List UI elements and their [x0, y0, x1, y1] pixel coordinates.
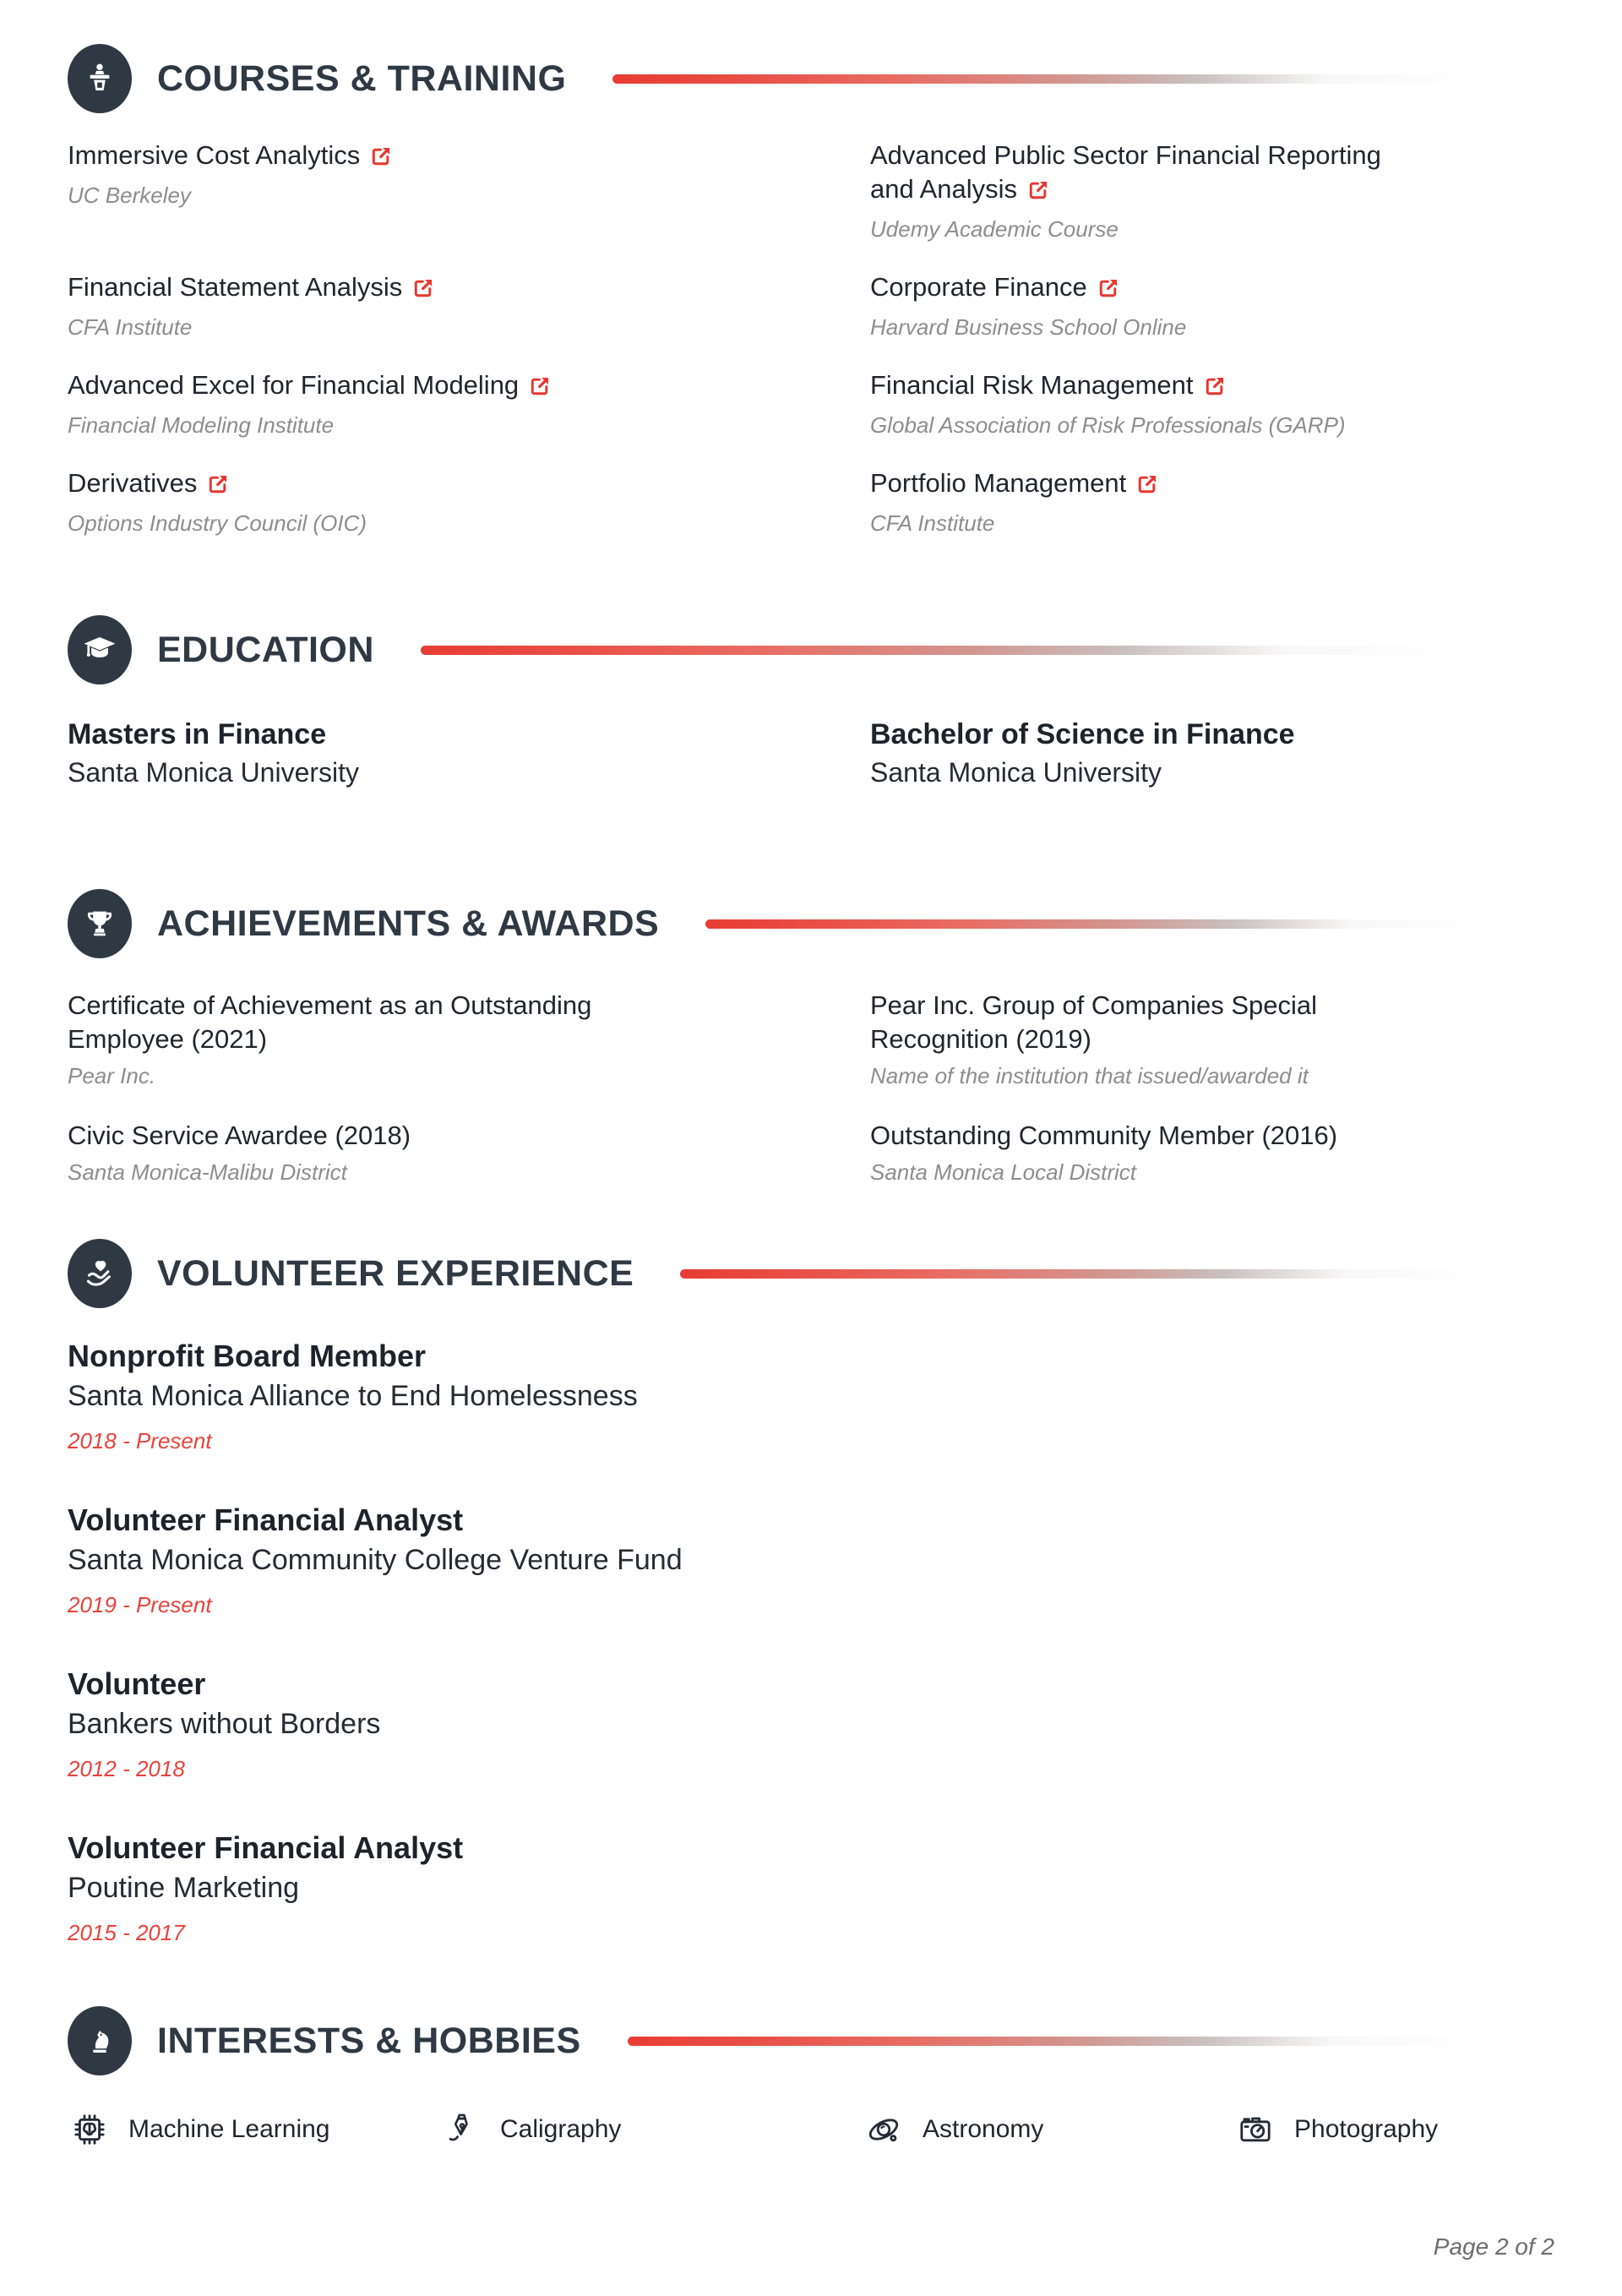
course-title — [870, 466, 1419, 504]
volunteer-organization: Bankers without Borders — [68, 1708, 381, 1740]
volunteer-header — [68, 1239, 1554, 1308]
hobby-label: Caligraphy — [500, 2115, 622, 2143]
external-link-icon[interactable] — [529, 372, 552, 406]
volunteer-organization: Santa Monica Community College Venture Fund — [68, 1544, 683, 1576]
course-institution: Financial Modeling Institute — [68, 412, 335, 438]
course-item — [870, 270, 1419, 341]
course-title — [870, 270, 1419, 308]
volunteer-title: VOLUNTEER EXPERIENCE — [157, 1252, 634, 1294]
achievement-issuer: Name of the institution that issued/awarded it — [870, 1063, 1309, 1088]
degree-name: Bachelor of Science in Finance — [870, 718, 1295, 750]
courses-title: COURSES & TRAINING — [157, 57, 567, 99]
hand-heart-icon — [68, 1239, 132, 1308]
external-link-icon[interactable] — [207, 470, 230, 504]
volunteer-rule — [680, 1269, 1554, 1279]
volunteer-role: Volunteer Financial Analyst — [68, 1830, 464, 1865]
course-title — [870, 368, 1419, 406]
course-name: Financial Risk Management — [870, 370, 1194, 400]
course-institution: CFA Institute — [68, 314, 193, 340]
course-title — [68, 368, 617, 406]
course-institution: CFA Institute — [870, 510, 995, 536]
hobby-item — [862, 2109, 1233, 2150]
interests-rule — [628, 2037, 1554, 2046]
school-name: Santa Monica University — [870, 757, 1162, 788]
course-name: Immersive Cost Analytics — [68, 140, 361, 170]
section-courses — [68, 44, 1554, 537]
hobbies-row — [68, 2109, 1554, 2150]
courses-header — [68, 44, 1554, 113]
course-item — [870, 368, 1419, 439]
external-link-icon[interactable] — [1097, 274, 1120, 308]
courses-rule — [612, 74, 1554, 84]
education-rule — [421, 646, 1554, 655]
interests-header — [68, 2006, 1554, 2075]
chess-knight-icon — [68, 2006, 132, 2075]
hobby-item — [1233, 2109, 1554, 2150]
volunteer-list — [68, 1337, 1554, 1945]
course-name: Financial Statement Analysis — [68, 272, 403, 302]
volunteer-role: Volunteer Financial Analyst — [68, 1502, 464, 1537]
volunteer-dates: 2015 - 2017 — [68, 1920, 185, 1945]
course-institution: Harvard Business School Online — [870, 314, 1187, 340]
course-item — [68, 270, 617, 341]
achievement-item — [870, 989, 1419, 1090]
course-title — [68, 139, 617, 176]
course-institution: Global Association of Risk Professionals (GARP) — [870, 412, 1346, 438]
achievement-item — [68, 989, 617, 1090]
achievements-header — [68, 889, 1554, 958]
course-name: Advanced Excel for Financial Modeling — [68, 370, 520, 400]
course-name: Corporate Finance — [870, 272, 1087, 302]
course-item — [68, 368, 617, 439]
achievements-title: ACHIEVEMENTS & AWARDS — [157, 903, 660, 944]
external-link-icon[interactable] — [1136, 470, 1159, 504]
volunteer-organization: Santa Monica Alliance to End Homelessness — [68, 1380, 638, 1412]
section-education — [68, 615, 1554, 789]
education-title: EDUCATION — [157, 629, 374, 670]
trophy-icon — [68, 889, 132, 958]
course-name: Portfolio Management — [870, 468, 1127, 498]
external-link-icon[interactable] — [1027, 176, 1050, 210]
education-header — [68, 615, 1554, 684]
section-volunteer — [68, 1239, 1554, 1945]
volunteer-item — [68, 1501, 1554, 1617]
achievement-item — [870, 1119, 1419, 1186]
graduation-cap-icon — [68, 615, 132, 684]
achievement-name: Certificate of Achievement as an Outstanding Employee (2021) — [68, 990, 592, 1054]
course-name: Derivatives — [68, 468, 198, 498]
course-institution: Options Industry Council (OIC) — [68, 510, 367, 536]
external-link-icon[interactable] — [1204, 372, 1227, 406]
interests-title: INTERESTS & HOBBIES — [157, 2020, 581, 2061]
courses-grid — [68, 139, 1554, 537]
section-achievements — [68, 889, 1554, 1186]
school-name: Santa Monica University — [68, 757, 360, 788]
volunteer-item — [68, 1829, 1554, 1945]
pen-nib-icon — [439, 2111, 483, 2149]
course-item — [870, 139, 1419, 243]
volunteer-dates: 2018 - Present — [68, 1428, 212, 1453]
education-grid — [68, 717, 1554, 789]
course-title — [68, 270, 617, 308]
education-item — [68, 717, 617, 789]
hobby-label: Photography — [1294, 2115, 1439, 2143]
volunteer-organization: Poutine Marketing — [68, 1872, 300, 1904]
volunteer-item — [68, 1337, 1554, 1453]
volunteer-dates: 2019 - Present — [68, 1592, 212, 1617]
volunteer-item — [68, 1665, 1554, 1781]
course-item — [870, 466, 1419, 537]
achievement-item — [68, 1119, 617, 1186]
external-link-icon[interactable] — [412, 274, 435, 308]
hobby-label: Astronomy — [923, 2115, 1044, 2143]
achievement-issuer: Pear Inc. — [68, 1063, 156, 1088]
volunteer-role: Nonprofit Board Member — [68, 1339, 427, 1373]
camera-icon — [1233, 2109, 1277, 2150]
section-interests — [68, 2006, 1554, 2150]
course-item — [68, 139, 617, 243]
page-number: Page 2 of 2 — [1433, 2233, 1554, 2260]
course-institution: Udemy Academic Course — [870, 216, 1119, 242]
achievements-grid — [68, 989, 1554, 1186]
course-item — [68, 466, 617, 537]
achievement-issuer: Santa Monica-Malibu District — [68, 1159, 347, 1185]
chip-brain-icon — [68, 2109, 112, 2150]
achievement-name: Civic Service Awardee (2018) — [68, 1121, 411, 1150]
course-institution: UC Berkeley — [68, 183, 191, 208]
course-name: Advanced Public Sector Financial Reporting and Analysis — [870, 140, 1381, 204]
volunteer-dates: 2012 - 2018 — [68, 1756, 185, 1781]
podium-icon — [68, 44, 132, 113]
orbit-icon — [862, 2109, 906, 2150]
course-title — [870, 139, 1419, 210]
achievements-rule — [705, 919, 1554, 929]
achievement-name: Outstanding Community Member (2016) — [870, 1121, 1338, 1150]
achievement-issuer: Santa Monica Local District — [870, 1159, 1137, 1185]
achievement-name: Pear Inc. Group of Companies Special Recognition (2019) — [870, 990, 1317, 1054]
hobby-item — [68, 2109, 439, 2150]
education-item — [870, 717, 1419, 789]
volunteer-role: Volunteer — [68, 1666, 206, 1701]
hobby-item — [439, 2111, 862, 2149]
hobby-label: Machine Learning — [128, 2115, 330, 2143]
course-title — [68, 466, 617, 504]
degree-name: Masters in Finance — [68, 718, 327, 750]
external-link-icon[interactable] — [370, 142, 393, 176]
